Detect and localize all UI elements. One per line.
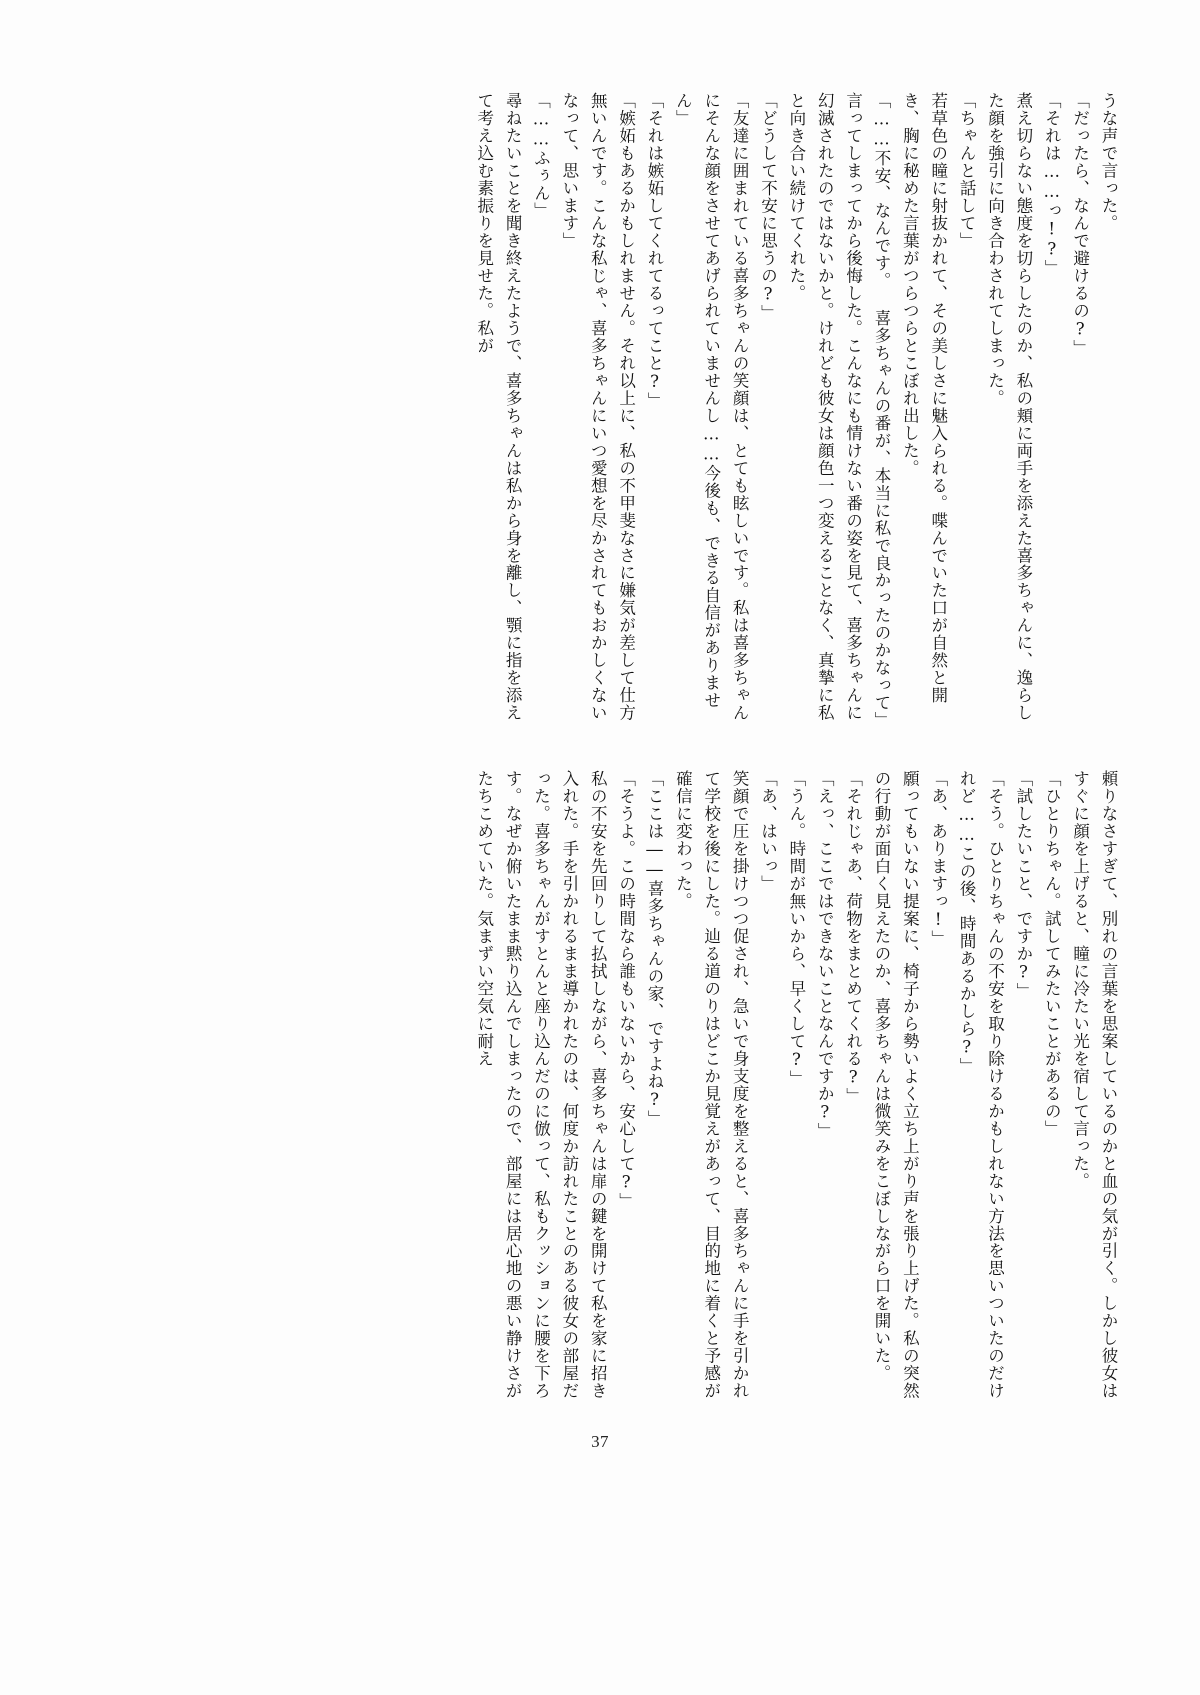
paragraph: 「ここは――喜多ちゃんの家、ですよね?」 <box>645 770 664 1128</box>
page-number: 37 <box>591 1432 609 1451</box>
paragraph: 私の不安を先回りして払拭しながら、喜多ちゃんは扉の鍵を開けて私を家に招き入れた。手を引かれるまま導かれたのは、何度か訪れたことのある彼女の部屋だった。喜多ちゃんがすとんと座り込んだのに倣って、私もクッションに腰を下ろす。なぜか俯いたまま黙り込んでしまったので、部屋には居心地の悪い静けさがたちこめていた。気まずい空気に耐え <box>474 770 608 1400</box>
paragraph: 「あ、ありますっ!」 <box>928 770 948 948</box>
paragraph: 「……ふぅん」 <box>531 92 551 220</box>
paragraph: 「そう。ひとりちゃんの不安を取り除けるかもしれない方法を思いついたのだけれど……この後、時間あるかしら?」 <box>957 770 1005 1400</box>
paragraph: 「それは嫉妬してくれてるってこと?」 <box>645 92 664 410</box>
text-block-upper <box>232 92 1122 730</box>
paragraph: 「うん。時間が無いから、早くして?」 <box>786 770 806 1088</box>
paragraph: 「ひとりちゃん。試してみたいことがあるの」 <box>1042 770 1062 1138</box>
paragraph: 「そうよ。この時間なら誰もいないから、安心して?」 <box>616 770 636 1210</box>
paragraph: 頼りなさすぎて、別れの言葉を思案しているのかと血の気が引く。しかし彼女はすぐに顔を上げると、瞳に冷たい光を宿して言った。 <box>1070 770 1118 1400</box>
paragraph: 若草色の瞳に射抜かれて、その美しさに魅入られる。喋んでいた口が自然と開き、胸に秘めた言葉がつらつらとこぼれ出した。 <box>900 92 948 705</box>
paragraph: 尋ねたいことを聞き終えたようで、喜多ちゃんは私から身を離し、顎に指を添えて考え込む素振りを見せた。私が <box>474 92 523 722</box>
paragraph: 「だったら、なんで避けるの?」 <box>1070 92 1090 357</box>
paragraph: 煮え切らない態度を切らしたのか、私の頬に両手を添えた喜多ちゃんに、逸らした顔を強引に向き合わされてしまった。 <box>985 92 1033 722</box>
paragraph: 「それじゃあ、荷物をまとめてくれる?」 <box>843 770 863 1105</box>
paragraph: 願ってもいない提案に、椅子から勢いよく立ち上がり声を張り上げた。私の突然の行動が面白く見えたのか、喜多ちゃんは微笑みをこぼしながら口を開いた。 <box>872 770 920 1400</box>
paragraph: うな声で言った。 <box>1099 92 1118 232</box>
paragraph: 「試したいこと、ですか?」 <box>1013 770 1033 1000</box>
paragraph: 「友達に囲まれている喜多ちゃんの笑顔は、とても眩しいです。私は喜多ちゃんにそんな顔をさせてあげられていませんし……今後も、できる自信がありません」 <box>673 92 750 722</box>
paragraph: 「ちゃんと話して」 <box>957 92 977 250</box>
paragraph: 「嫉妬もあるかもしれません。それ以上に、私の不甲斐なさに嫌気が差して仕方無いんです。こんな私じゃ、喜多ちゃんにいつ愛想を尽かされてもおかしくないなって、思います」 <box>559 92 636 722</box>
paragraph: 「どうして不安に思うの?」 <box>758 92 778 322</box>
text-block-lower <box>82 770 1122 1410</box>
paragraph: 「あ、はいっ」 <box>758 770 778 893</box>
paragraph: 言ってしまってから後悔した。こんなにも情けない番の姿を見て、喜多ちゃんに幻滅されたのではないかと。けれども彼女は顔色一つ変えることなく、真摯に私と向き合い続けてくれた。 <box>786 92 863 722</box>
paragraph: 「……不安、なんです。 喜多ちゃんの番が、本当に私で良かったのかなって」 <box>872 92 891 730</box>
paragraph: 「えっ、ここではできないことなんですか?」 <box>815 770 835 1140</box>
paragraph: 「それは……っ!?」 <box>1042 92 1062 277</box>
paragraph: 笑顔で圧を掛けつつ促され、急いで身支度を整えると、喜多ちゃんに手を引かれて学校を後にした。辿る道のりはどこか見覚えがあって、目的地に着くと予感が確信に変わった。 <box>673 770 750 1400</box>
